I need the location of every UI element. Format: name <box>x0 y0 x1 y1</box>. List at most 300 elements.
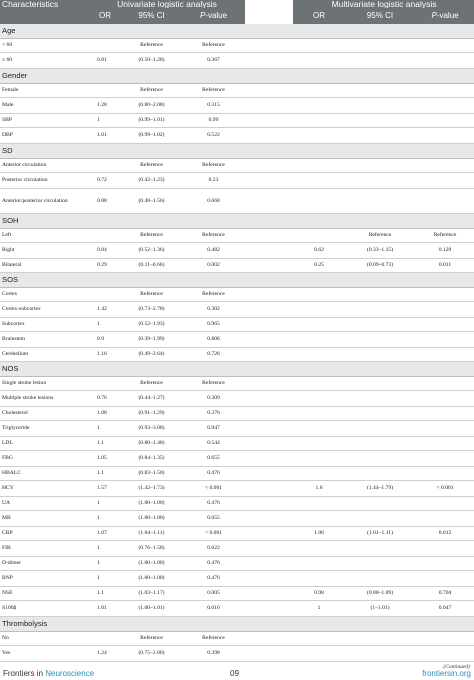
multivariate-ci-cell <box>344 497 415 511</box>
table-row <box>0 571 474 587</box>
univariate-or-cell: 1 <box>88 497 121 511</box>
univariate-p-cell: 0.23 <box>181 173 245 189</box>
multivariate-p-cell <box>415 511 474 527</box>
row-label: Female <box>0 84 88 98</box>
multivariate-or-cell: 0.98 <box>293 587 344 601</box>
section-title: NOS <box>0 362 245 377</box>
table-row <box>0 391 474 407</box>
group-header-row <box>0 0 474 8</box>
multivariate-ci-cell: Reference <box>344 229 415 243</box>
univariate-ci-cell: (0.84–1.35) <box>121 451 181 467</box>
univariate-p-header: P-value <box>181 8 245 24</box>
multivariate-or-cell <box>293 511 344 527</box>
multivariate-or-cell <box>293 173 344 189</box>
multivariate-p-cell <box>415 541 474 557</box>
row-label: HBALC <box>0 467 88 481</box>
multivariate-or-cell <box>293 159 344 173</box>
multivariate-p-cell: 0.011 <box>415 259 474 273</box>
univariate-group-header: Univariate logistic analysis <box>88 0 245 8</box>
multivariate-ci-cell: (1.01–1.11) <box>344 527 415 541</box>
multivariate-ci-cell <box>344 632 415 646</box>
page-number: 09 <box>230 669 239 678</box>
univariate-ci-cell: (1.42–1.73) <box>121 481 181 497</box>
section-title: SOS <box>0 273 245 288</box>
row-label: LDL <box>0 437 88 451</box>
row-label: CRP <box>0 527 88 541</box>
univariate-p-cell: Reference <box>181 288 245 302</box>
site-link[interactable]: frontiersin.org <box>422 669 471 678</box>
multivariate-ci-cell <box>344 189 415 214</box>
univariate-or-cell: 1.42 <box>88 302 121 318</box>
multivariate-or-cell <box>293 391 344 407</box>
univariate-p-cell: 0.482 <box>181 243 245 259</box>
multivariate-p-cell <box>415 451 474 467</box>
continued-note: (Continued) <box>443 664 470 670</box>
multivariate-p-cell: 0.012 <box>415 527 474 541</box>
multivariate-p-cell: Reference <box>415 229 474 243</box>
table-row <box>0 288 474 302</box>
multivariate-or-cell <box>293 53 344 69</box>
univariate-or-cell: 1.08 <box>88 407 121 421</box>
multivariate-ci-cell <box>344 451 415 467</box>
univariate-or-cell <box>88 229 121 243</box>
table-row <box>0 497 474 511</box>
univariate-or-cell: 1.01 <box>88 128 121 144</box>
univariate-or-cell: 0.84 <box>88 243 121 259</box>
univariate-ci-cell: (0.52–1.36) <box>121 243 181 259</box>
multivariate-group-header: Multivariate logistic analysis <box>293 0 474 8</box>
multivariate-p-cell: < 0.001 <box>415 481 474 497</box>
univariate-ci-cell: (0.39–1.99) <box>121 332 181 348</box>
row-label: < 60 <box>0 39 88 53</box>
row-label: Cortex <box>0 288 88 302</box>
row-label: D-dimer <box>0 557 88 571</box>
table-row <box>0 421 474 437</box>
multivariate-p-cell <box>415 467 474 481</box>
univariate-p-cell: < 0.001 <box>181 481 245 497</box>
univariate-or-cell: 1 <box>88 114 121 128</box>
multivariate-or-cell <box>293 437 344 451</box>
univariate-p-cell: 0.544 <box>181 437 245 451</box>
univariate-or-cell: 0.76 <box>88 391 121 407</box>
multivariate-ci-cell: (1–1.01) <box>344 601 415 617</box>
row-label: HCY <box>0 481 88 497</box>
univariate-ci-cell: (0.99–1.02) <box>121 128 181 144</box>
univariate-ci-cell: (0.76–1.58) <box>121 541 181 557</box>
multivariate-p-cell <box>415 377 474 391</box>
univariate-or-cell: 1.1 <box>88 437 121 451</box>
univariate-ci-cell: (0.49–2.64) <box>121 348 181 362</box>
multivariate-p-cell <box>415 98 474 114</box>
table-row <box>0 601 474 617</box>
multivariate-or-cell <box>293 98 344 114</box>
row-label: S100β <box>0 601 88 617</box>
row-label: Multiple stroke lesions <box>0 391 88 407</box>
table-row <box>0 481 474 497</box>
univariate-ci-cell: (1.00–1.00) <box>121 571 181 587</box>
multivariate-ci-cell <box>344 437 415 451</box>
multivariate-or-cell <box>293 302 344 318</box>
univariate-or-cell: 1 <box>88 511 121 527</box>
univariate-p-cell: 0.002 <box>181 259 245 273</box>
univariate-p-cell: < 0.001 <box>181 527 245 541</box>
univariate-ci-header: 95% CI <box>121 8 181 24</box>
row-label: ≥ 60 <box>0 53 88 69</box>
section-header-row <box>0 144 474 159</box>
univariate-or-cell: 1 <box>88 557 121 571</box>
multivariate-ci-cell <box>344 53 415 69</box>
multivariate-ci-cell <box>344 98 415 114</box>
multivariate-or-cell <box>293 421 344 437</box>
multivariate-or-cell: 0.62 <box>293 243 344 259</box>
univariate-p-cell: 0.309 <box>181 391 245 407</box>
table-row <box>0 98 474 114</box>
row-label: Anterior circulation <box>0 159 88 173</box>
univariate-ci-cell: (1.00–1.01) <box>121 601 181 617</box>
section-header-row <box>0 24 474 39</box>
section-header-row <box>0 362 474 377</box>
multivariate-or-cell <box>293 377 344 391</box>
univariate-or-cell: 0.72 <box>88 173 121 189</box>
table-row <box>0 646 474 662</box>
univariate-or-cell: 1.05 <box>88 451 121 467</box>
univariate-ci-cell: (0.75–2.00) <box>121 646 181 662</box>
multivariate-ci-cell <box>344 318 415 332</box>
multivariate-or-cell <box>293 348 344 362</box>
univariate-p-cell: 0.668 <box>181 189 245 214</box>
multivariate-ci-cell <box>344 391 415 407</box>
row-label: DBP <box>0 128 88 144</box>
univariate-p-cell: 0.965 <box>181 318 245 332</box>
univariate-or-cell: 1 <box>88 318 121 332</box>
multivariate-ci-cell <box>344 302 415 318</box>
multivariate-ci-cell <box>344 159 415 173</box>
univariate-or-cell: 0.29 <box>88 259 121 273</box>
univariate-or-cell: 1 <box>88 571 121 587</box>
univariate-or-cell: 0.81 <box>88 53 121 69</box>
multivariate-or-cell <box>293 288 344 302</box>
multivariate-ci-cell: (0.33–1.15) <box>344 243 415 259</box>
univariate-p-cell: 0.476 <box>181 467 245 481</box>
table-row <box>0 114 474 128</box>
univariate-p-cell: 0.476 <box>181 557 245 571</box>
multivariate-ci-cell <box>344 114 415 128</box>
univariate-or-cell: 1 <box>88 541 121 557</box>
multivariate-or-cell <box>293 128 344 144</box>
multivariate-p-cell <box>415 557 474 571</box>
univariate-or-cell <box>88 632 121 646</box>
multivariate-ci-cell <box>344 173 415 189</box>
table-row <box>0 128 474 144</box>
multivariate-p-cell <box>415 318 474 332</box>
univariate-or-cell <box>88 84 121 98</box>
row-label: FBG <box>0 451 88 467</box>
row-label: Cholesterol <box>0 407 88 421</box>
row-label: Triglyceride <box>0 421 88 437</box>
section-title: SOH <box>0 214 245 229</box>
table-row <box>0 377 474 391</box>
univariate-p-cell: 0.476 <box>181 497 245 511</box>
row-label: Right <box>0 243 88 259</box>
multivariate-or-cell: 1.6 <box>293 481 344 497</box>
univariate-or-cell: 1.16 <box>88 348 121 362</box>
column-header-row <box>0 8 474 24</box>
row-label: Male <box>0 98 88 114</box>
table-row <box>0 511 474 527</box>
table-row <box>0 84 474 98</box>
univariate-or-cell <box>88 288 121 302</box>
multivariate-p-cell <box>415 332 474 348</box>
characteristics-header: Characteristics <box>0 0 88 8</box>
table-row <box>0 437 474 451</box>
multivariate-ci-cell <box>344 421 415 437</box>
univariate-or-cell: 1.1 <box>88 587 121 601</box>
multivariate-p-cell <box>415 437 474 451</box>
section-title: Age <box>0 24 245 39</box>
univariate-ci-cell: (0.91–1.29) <box>121 407 181 421</box>
multivariate-p-cell <box>415 189 474 214</box>
row-label: Anterior/posterior circulation <box>0 189 88 214</box>
univariate-p-cell: 0.622 <box>181 541 245 557</box>
univariate-p-cell: 0.376 <box>181 407 245 421</box>
univariate-ci-cell: (0.11–0.66) <box>121 259 181 273</box>
univariate-p-cell: 0.806 <box>181 332 245 348</box>
multivariate-ci-cell <box>344 571 415 587</box>
univariate-or-cell <box>88 39 121 53</box>
multivariate-ci-cell <box>344 84 415 98</box>
multivariate-or-cell <box>293 407 344 421</box>
univariate-p-cell: 0.655 <box>181 511 245 527</box>
univariate-ci-cell: (0.50–1.28) <box>121 53 181 69</box>
univariate-p-cell: 0.947 <box>181 421 245 437</box>
multivariate-ci-cell <box>344 407 415 421</box>
row-label: Cortex-subcortex <box>0 302 88 318</box>
row-label: Posterior circulation <box>0 173 88 189</box>
row-label: MB <box>0 511 88 527</box>
multivariate-p-cell <box>415 407 474 421</box>
multivariate-p-cell <box>415 173 474 189</box>
multivariate-or-cell: 1 <box>293 601 344 617</box>
univariate-p-cell: 0.367 <box>181 53 245 69</box>
table-row <box>0 332 474 348</box>
univariate-ci-cell: Reference <box>121 159 181 173</box>
row-label: Yes <box>0 646 88 662</box>
univariate-ci-cell: (0.83–1.50) <box>121 467 181 481</box>
row-label: No <box>0 632 88 646</box>
multivariate-or-cell <box>293 632 344 646</box>
table-row <box>0 53 474 69</box>
multivariate-p-cell <box>415 571 474 587</box>
row-label: Subcortex <box>0 318 88 332</box>
multivariate-ci-cell <box>344 511 415 527</box>
multivariate-ci-cell <box>344 128 415 144</box>
univariate-or-cell: 1.24 <box>88 646 121 662</box>
univariate-p-cell: 0.728 <box>181 348 245 362</box>
univariate-ci-cell: (0.80–2.08) <box>121 98 181 114</box>
multivariate-or-cell <box>293 557 344 571</box>
univariate-p-cell: Reference <box>181 84 245 98</box>
multivariate-ci-cell: (0.09–0.73) <box>344 259 415 273</box>
table-row <box>0 173 474 189</box>
multivariate-p-cell: 0.129 <box>415 243 474 259</box>
univariate-p-cell: Reference <box>181 39 245 53</box>
multivariate-or-cell <box>293 189 344 214</box>
univariate-p-cell: 0.005 <box>181 587 245 601</box>
univariate-ci-cell: (0.80–1.48) <box>121 437 181 451</box>
multivariate-or-cell <box>293 229 344 243</box>
multivariate-p-cell <box>415 53 474 69</box>
table-row <box>0 587 474 601</box>
multivariate-p-cell <box>415 497 474 511</box>
multivariate-p-cell <box>415 421 474 437</box>
univariate-or-cell: 0.9 <box>88 332 121 348</box>
multivariate-or-cell <box>293 646 344 662</box>
section-header-row <box>0 69 474 84</box>
section-title: Thrombolysis <box>0 617 245 632</box>
multivariate-or-cell <box>293 114 344 128</box>
row-label: NSE <box>0 587 88 601</box>
section-header-row <box>0 214 474 229</box>
multivariate-ci-cell <box>344 288 415 302</box>
multivariate-p-cell: 0.047 <box>415 601 474 617</box>
multivariate-or-cell <box>293 497 344 511</box>
univariate-ci-cell: (1.00–1.00) <box>121 511 181 527</box>
univariate-ci-cell: Reference <box>121 377 181 391</box>
row-label: Left <box>0 229 88 243</box>
multivariate-ci-cell: (0.88–1.09) <box>344 587 415 601</box>
multivariate-or-cell <box>293 541 344 557</box>
univariate-ci-cell: Reference <box>121 39 181 53</box>
multivariate-or-cell <box>293 571 344 587</box>
univariate-p-cell: 0.398 <box>181 646 245 662</box>
univariate-ci-cell: (0.99–1.01) <box>121 114 181 128</box>
multivariate-ci-cell <box>344 332 415 348</box>
multivariate-ci-cell <box>344 541 415 557</box>
row-label: SBP <box>0 114 88 128</box>
multivariate-p-cell <box>415 159 474 173</box>
multivariate-p-cell <box>415 84 474 98</box>
univariate-p-cell: 0.99 <box>181 114 245 128</box>
univariate-ci-cell: (0.73–2.78) <box>121 302 181 318</box>
univariate-p-cell: 0.016 <box>181 601 245 617</box>
univariate-or-cell: 0.88 <box>88 189 121 214</box>
row-label: Single stroke lesion <box>0 377 88 391</box>
univariate-ci-cell: Reference <box>121 229 181 243</box>
univariate-p-cell: 0.655 <box>181 451 245 467</box>
journal-footer: Frontiers in Neuroscience <box>3 669 95 678</box>
multivariate-p-cell <box>415 302 474 318</box>
multivariate-or-cell <box>293 467 344 481</box>
section-title: SD <box>0 144 245 159</box>
multivariate-p-cell <box>415 114 474 128</box>
univariate-ci-cell: Reference <box>121 632 181 646</box>
multivariate-p-cell <box>415 348 474 362</box>
table-row <box>0 189 474 214</box>
multivariate-or-cell <box>293 332 344 348</box>
multivariate-ci-cell <box>344 467 415 481</box>
table-row <box>0 467 474 481</box>
multivariate-ci-cell <box>344 646 415 662</box>
table-row <box>0 243 474 259</box>
univariate-p-cell: Reference <box>181 229 245 243</box>
table-row <box>0 527 474 541</box>
row-label: UA <box>0 497 88 511</box>
multivariate-p-cell <box>415 391 474 407</box>
univariate-or-cell: 1.57 <box>88 481 121 497</box>
univariate-p-cell: Reference <box>181 632 245 646</box>
table-row <box>0 557 474 571</box>
table-row <box>0 259 474 273</box>
univariate-p-cell: 0.476 <box>181 571 245 587</box>
univariate-p-cell: Reference <box>181 159 245 173</box>
multivariate-ci-cell: (1.44–1.79) <box>344 481 415 497</box>
univariate-ci-cell: (0.93–3.08) <box>121 421 181 437</box>
row-label: Brainstem <box>0 332 88 348</box>
multivariate-or-cell <box>293 39 344 53</box>
multivariate-p-cell <box>415 632 474 646</box>
multivariate-ci-cell <box>344 348 415 362</box>
univariate-ci-cell: Reference <box>121 84 181 98</box>
multivariate-ci-cell <box>344 557 415 571</box>
table-row <box>0 541 474 557</box>
table-row <box>0 632 474 646</box>
univariate-p-cell: 0.522 <box>181 128 245 144</box>
table-row <box>0 39 474 53</box>
univariate-or-cell <box>88 159 121 173</box>
univariate-p-cell: 0.302 <box>181 302 245 318</box>
row-label: BNP <box>0 571 88 587</box>
univariate-ci-cell: Reference <box>121 288 181 302</box>
multivariate-or-cell <box>293 318 344 332</box>
section-header-row <box>0 273 474 288</box>
row-label: FIB <box>0 541 88 557</box>
univariate-ci-cell: (0.42–1.23) <box>121 173 181 189</box>
univariate-or-cell: 1.01 <box>88 601 121 617</box>
section-title: Gender <box>0 69 245 84</box>
table-row <box>0 318 474 332</box>
multivariate-p-cell: 0.704 <box>415 587 474 601</box>
univariate-or-cell: 1.1 <box>88 467 121 481</box>
univariate-ci-cell: (0.44–1.27) <box>121 391 181 407</box>
table-row <box>0 407 474 421</box>
univariate-ci-cell: (0.52–1.93) <box>121 318 181 332</box>
journal-name: Neuroscience <box>45 669 95 678</box>
table-row <box>0 229 474 243</box>
multivariate-ci-cell <box>344 39 415 53</box>
section-header-row <box>0 617 474 632</box>
univariate-ci-cell: (1.04–1.11) <box>121 527 181 541</box>
table-row <box>0 159 474 173</box>
multivariate-or-cell <box>293 451 344 467</box>
table-row <box>0 348 474 362</box>
row-label: Bilateral <box>0 259 88 273</box>
multivariate-p-header: P-value <box>415 8 474 24</box>
multivariate-ci-cell <box>344 377 415 391</box>
univariate-p-cell: Reference <box>181 377 245 391</box>
multivariate-or-cell <box>293 84 344 98</box>
table-row <box>0 451 474 467</box>
univariate-or-cell: 1 <box>88 421 121 437</box>
univariate-p-cell: 0.315 <box>181 98 245 114</box>
univariate-ci-cell: (1.00–1.00) <box>121 557 181 571</box>
univariate-or-cell <box>88 377 121 391</box>
univariate-ci-cell: (1.03–1.17) <box>121 587 181 601</box>
univariate-ci-cell: (1.00–1.00) <box>121 497 181 511</box>
multivariate-p-cell <box>415 128 474 144</box>
multivariate-p-cell <box>415 288 474 302</box>
univariate-or-header: OR <box>88 8 121 24</box>
multivariate-or-cell: 1.06 <box>293 527 344 541</box>
